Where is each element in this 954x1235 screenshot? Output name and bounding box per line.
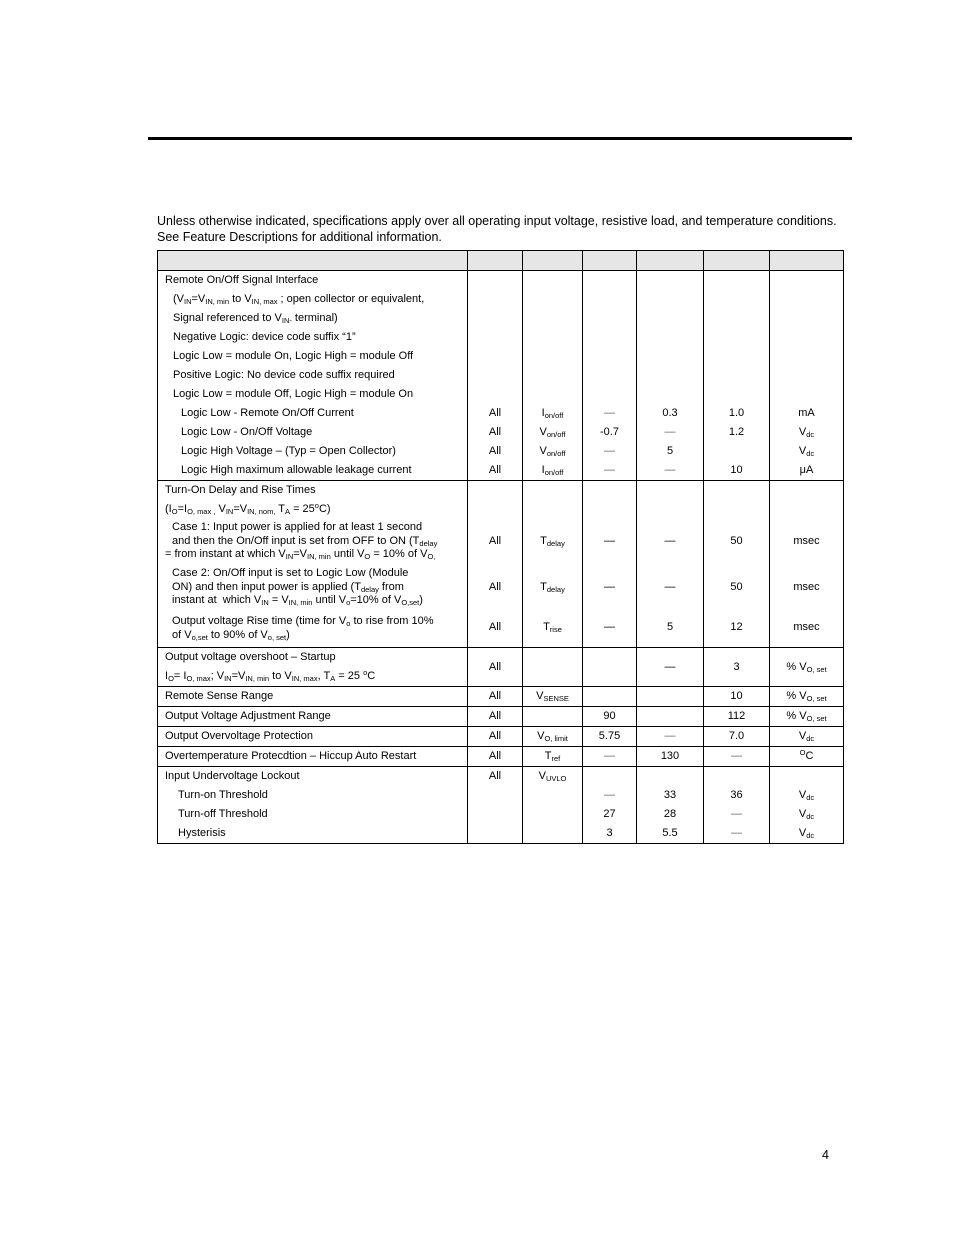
device-cell: All bbox=[488, 770, 502, 782]
device-cell: All bbox=[488, 426, 502, 438]
unit-cell: $V_{dc}$ bbox=[798, 808, 815, 821]
param-name: Output Voltage Adjustment Range bbox=[165, 710, 331, 722]
unit-cell: msec bbox=[793, 621, 820, 633]
param-title: Output voltage overshoot – Startup bbox=[165, 651, 336, 663]
unit-cell: $^O$C bbox=[799, 748, 814, 762]
unit-cell: % $V_{O, set}$ bbox=[786, 710, 827, 723]
table-row-overshoot bbox=[158, 648, 844, 687]
typ-cell: — bbox=[664, 730, 676, 742]
device-cell: All bbox=[488, 690, 502, 702]
unit-cell: $V_{dc}$ bbox=[798, 445, 815, 458]
unit-cell: % $V_{O, set}$ bbox=[786, 690, 827, 703]
device-cell: All bbox=[488, 464, 502, 476]
device-cell: All bbox=[488, 730, 502, 742]
symbol-cell: $V_{O, limit}$ bbox=[537, 730, 568, 743]
max-cell: 50 bbox=[730, 535, 743, 547]
max-cell: 10 bbox=[730, 464, 743, 476]
param-condition: Signal referenced to $V_{IN-}$ terminal) bbox=[173, 312, 338, 325]
param-condition: Negative Logic: device code suffix “1” bbox=[173, 331, 356, 343]
table-row-otp bbox=[158, 747, 844, 767]
typ-cell: 5 bbox=[666, 621, 674, 633]
device-cell: All bbox=[488, 750, 502, 762]
min-cell: 5.75 bbox=[598, 730, 621, 742]
symbol-cell: $V_{SENSE}$ bbox=[536, 690, 569, 703]
case1-description: Case 1: Input power is applied for at least 1 second and then the On/Off input is set from OFF to ON ($T_{delay}$ = from instant at which $V_{IN}=V_{IN, min}$ until $V_O = 10\%$ of $V_{O,}$ bbox=[165, 521, 438, 561]
unit-cell: $V_{dc}$ bbox=[798, 827, 815, 840]
table-row-adjust-range bbox=[158, 707, 844, 727]
param-title: Input Undervoltage Lockout bbox=[165, 770, 300, 782]
param-name: Logic Low - On/Off Voltage bbox=[181, 426, 313, 438]
min-cell: -0.7 bbox=[600, 426, 619, 438]
min-cell: — bbox=[604, 445, 615, 457]
max-cell: 3 bbox=[733, 660, 740, 673]
spec-table bbox=[157, 250, 844, 844]
unit-cell: msec bbox=[793, 535, 820, 547]
param-name: Logic High maximum allowable leakage current bbox=[181, 464, 412, 476]
max-cell: 1.2 bbox=[728, 426, 745, 438]
table-row-ovp bbox=[158, 727, 844, 747]
device-cell: All bbox=[488, 660, 502, 673]
device-cell: All bbox=[488, 621, 502, 633]
unit-cell: mA bbox=[798, 407, 815, 419]
table-row-turn-on-delay bbox=[158, 481, 844, 648]
typ-cell: 33 bbox=[663, 789, 677, 801]
symbol-cell: $I_{on/off}$ bbox=[541, 464, 564, 477]
param-name: Turn-on Threshold bbox=[178, 789, 268, 801]
max-cell: 112 bbox=[727, 710, 746, 722]
min-cell: — bbox=[604, 789, 615, 801]
header-rule bbox=[148, 137, 852, 140]
min-cell: — bbox=[604, 535, 615, 547]
unit-cell: $V_{dc}$ bbox=[798, 789, 815, 802]
min-cell: 27 bbox=[603, 808, 616, 820]
symbol-cell: $I_{on/off}$ bbox=[541, 407, 564, 420]
unit-cell: $V_{dc}$ bbox=[798, 730, 815, 743]
symbol-cell: $T_{rise}$ bbox=[543, 621, 562, 634]
symbol-cell: $T_{ref}$ bbox=[544, 750, 561, 763]
max-cell: 50 bbox=[730, 581, 743, 593]
param-condition: ($V_{IN}=V_{IN, min}$ to $V_{IN, max}$ ; open collector or equivalent, bbox=[173, 293, 425, 306]
symbol-cell: $T_{delay}$ bbox=[540, 535, 565, 548]
param-name: Hysterisis bbox=[178, 827, 226, 839]
device-cell: All bbox=[488, 445, 502, 457]
table-row-remote-sense bbox=[158, 687, 844, 707]
table-header-row bbox=[158, 251, 844, 271]
param-name: Remote Sense Range bbox=[165, 690, 274, 702]
device-cell: All bbox=[488, 535, 502, 547]
symbol-cell: $V_{on/off}$ bbox=[539, 445, 566, 458]
max-cell: 36 bbox=[730, 789, 743, 801]
unit-cell: % $V_{O, set}$ bbox=[786, 660, 827, 674]
param-name: Logic Low - Remote On/Off Current bbox=[181, 407, 354, 419]
intro-paragraph: Unless otherwise indicated, specifications apply over all operating input voltage, resistive load, and temperature conditions. See Feature Descriptions for additional information. bbox=[157, 214, 837, 244]
param-condition: Logic Low = module On, Logic High = module Off bbox=[173, 350, 414, 362]
min-cell: — bbox=[604, 621, 615, 633]
page-number: 4 bbox=[822, 1148, 829, 1162]
device-cell: All bbox=[488, 710, 502, 722]
param-condition: Logic Low = module Off, Logic High = module On bbox=[173, 388, 414, 400]
symbol-cell: $V_{on/off}$ bbox=[539, 426, 566, 439]
min-cell: — bbox=[604, 464, 615, 476]
min-cell: 3 bbox=[606, 827, 613, 839]
unit-cell: μA bbox=[799, 464, 814, 476]
min-cell: — bbox=[604, 750, 615, 762]
typ-cell: — bbox=[664, 581, 676, 593]
table-row-remote-onoff bbox=[158, 271, 844, 481]
typ-cell: — bbox=[664, 535, 676, 547]
typ-cell: 130 bbox=[660, 750, 680, 762]
param-condition: ($I_O=I_{O, max ,}$ $V_{IN}=V_{IN, nom,}$ $T_A = 25^oC$) bbox=[165, 501, 331, 516]
max-cell: 1.0 bbox=[728, 407, 745, 419]
device-cell: All bbox=[488, 407, 502, 419]
max-cell bbox=[704, 442, 769, 461]
max-cell: — bbox=[731, 808, 742, 820]
rise-time-description: Output voltage Rise time (time for $V_o$ to rise from 10% of $V_{o,set}$ to 90% of $V_{o, set}$) bbox=[172, 615, 434, 642]
min-cell: — bbox=[604, 407, 615, 419]
symbol-cell: $V_{UVLO}$ bbox=[538, 770, 567, 783]
param-condition: $I_O= I_{O, max}$; $V_{IN}=V_{IN, min}$ to $V_{IN, max}$, $T_A = 25$ $^o$C bbox=[165, 668, 376, 683]
param-name: Turn-off Threshold bbox=[178, 808, 268, 820]
unit-cell: msec bbox=[793, 581, 820, 593]
unit-cell: $V_{dc}$ bbox=[798, 426, 815, 439]
typ-cell: — bbox=[664, 464, 676, 476]
param-condition: Positive Logic: No device code suffix required bbox=[173, 369, 395, 381]
typ-cell: 0.3 bbox=[662, 407, 678, 419]
param-name: Logic High Voltage – (Typ = Open Collector) bbox=[181, 445, 396, 457]
param-title: Remote On/Off Signal Interface bbox=[165, 274, 319, 286]
case2-description: Case 2: On/Off input is set to Logic Low (Module ON) and then input power is applied ($T_{delay}$ from instant at which $V_{IN} = V_{IN, min}$ until $V_o=10\%$ of $V_{O,set}$) bbox=[172, 567, 423, 607]
max-cell: — bbox=[731, 750, 742, 762]
typ-cell: — bbox=[664, 660, 676, 673]
min-cell: 90 bbox=[603, 710, 616, 722]
param-title: Turn-On Delay and Rise Times bbox=[165, 484, 316, 496]
max-cell: 10 bbox=[730, 690, 743, 702]
typ-cell: 5 bbox=[666, 445, 674, 457]
typ-cell: 28 bbox=[663, 808, 677, 820]
min-cell: — bbox=[604, 581, 615, 593]
typ-cell: 5.5 bbox=[662, 827, 678, 839]
symbol-cell: $T_{delay}$ bbox=[540, 581, 565, 594]
max-cell: 7.0 bbox=[728, 730, 745, 742]
param-name: Overtemperature Protecdtion – Hiccup Auto Restart bbox=[165, 750, 417, 762]
table-row-uvlo bbox=[158, 767, 844, 844]
max-cell: 12 bbox=[730, 621, 743, 633]
param-name: Output Overvoltage Protection bbox=[165, 730, 313, 742]
device-cell: All bbox=[488, 581, 502, 593]
typ-cell: — bbox=[664, 426, 676, 438]
max-cell: — bbox=[731, 827, 742, 839]
